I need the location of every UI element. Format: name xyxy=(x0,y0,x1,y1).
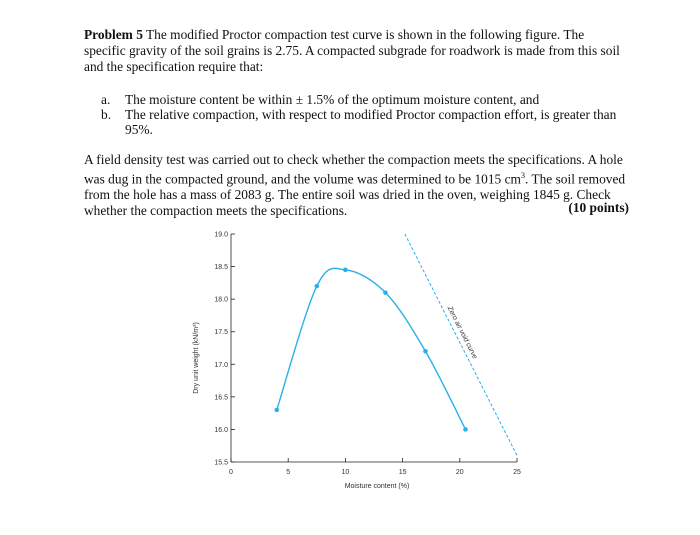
superscript: 3 xyxy=(520,171,525,180)
data-point xyxy=(343,268,348,273)
y-tick-label: 16.0 xyxy=(214,426,228,434)
x-axis-label: Moisture content (%) xyxy=(344,483,410,490)
compaction-chart xyxy=(180,222,540,502)
y-tick-label: 17.5 xyxy=(214,329,228,337)
data-point xyxy=(315,284,320,289)
data-point xyxy=(463,427,468,432)
y-tick-label: 18.0 xyxy=(214,296,228,304)
y-tick-label: 15.5 xyxy=(214,459,228,467)
x-tick-label: 10 xyxy=(341,469,350,476)
y-tick-label: 19.0 xyxy=(214,231,228,239)
y-tick-label: 18.5 xyxy=(214,264,228,272)
problem-label: Problem 5 xyxy=(84,27,143,42)
field-test-paragraph xyxy=(84,152,629,219)
data-point xyxy=(383,290,388,295)
y-tick-label: 17.0 xyxy=(214,361,228,369)
y-axis-label: Dry unit weight (kN/m³) xyxy=(193,322,200,394)
list-marker: b. xyxy=(101,107,112,122)
x-tick-label: 0 xyxy=(229,469,233,476)
x-tick-label: 15 xyxy=(398,469,407,476)
field-test-text-a: A field density test was carried out to check whether the compaction meets the specifications. A hole was dug in the compacted ground, and the volume was determined to be 1015 cm xyxy=(84,152,623,187)
field-test-text-b: . The soil removed from the hole has a mass of 2083 g. The entire soil was dried in the oven, weighing 1845 g. Check whether the compaction meets the specifications. xyxy=(84,171,626,219)
data-point xyxy=(274,408,279,413)
list-item-text: The relative compaction, with respect to modified Proctor compaction effort, is greater than 95%. xyxy=(125,107,617,137)
x-tick-label: 5 xyxy=(286,469,291,476)
compaction-curve xyxy=(277,268,466,429)
data-point xyxy=(423,349,428,354)
y-tick-label: 16.5 xyxy=(214,394,228,402)
zero-air-void-label: Zero air void curve xyxy=(445,305,479,361)
x-tick-label: 25 xyxy=(513,469,521,476)
x-tick-label: 20 xyxy=(455,469,464,476)
list-marker: a. xyxy=(101,92,111,107)
problem-intro xyxy=(84,27,629,75)
points-label: (10 points) xyxy=(568,200,629,215)
list-item-text: The moisture content be within ± 1.5% of the optimum moisture content, and xyxy=(125,92,540,107)
problem-intro-text: The modified Proctor compaction test curve is shown in the following figure. The specific gravity of the soil grains is 2.75. A compacted subgrade for roadwork is made from this soil and the specification require that: xyxy=(84,27,620,74)
